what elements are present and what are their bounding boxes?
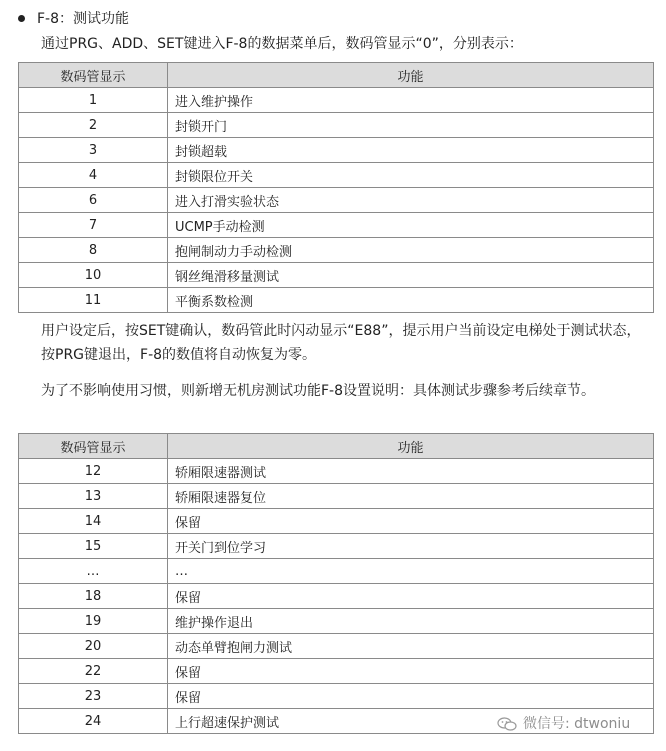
display-code-cell: 6 [19, 188, 168, 213]
display-code-cell: 24 [19, 709, 168, 734]
function-cell: 轿厢限速器测试 [168, 459, 654, 484]
display-code-cell: 18 [19, 584, 168, 609]
function-cell: 封锁超载 [168, 138, 654, 163]
table-row [19, 659, 654, 684]
function-table-2 [18, 433, 654, 734]
display-code-cell: 19 [19, 609, 168, 634]
display-code-cell: 8 [19, 238, 168, 263]
table-row [19, 88, 654, 113]
display-code-cell: 15 [19, 534, 168, 559]
header-display: 数码管显示 [19, 434, 168, 459]
table-row [19, 113, 654, 138]
info-paragraph: 为了不影响使用习惯，则新增无机房测试功能F-8设置说明：具体测试步骤参考后续章节。 [41, 383, 596, 399]
section-intro: 通过PRG、ADD、SET键进入F-8的数据菜单后，数码管显示“0”，分别表示： [41, 36, 523, 52]
display-code-cell: 13 [19, 484, 168, 509]
function-cell: UCMP手动检测 [168, 213, 654, 238]
function-cell: 动态单臂抱闸力测试 [168, 634, 654, 659]
display-code-cell: 10 [19, 263, 168, 288]
table-row [19, 559, 654, 584]
table-row [19, 238, 654, 263]
display-code-cell: 14 [19, 509, 168, 534]
table-row [19, 163, 654, 188]
function-cell: 轿厢限速器复位 [168, 484, 654, 509]
section-title: F-8：测试功能 [37, 11, 130, 27]
table-row [19, 634, 654, 659]
table-row [19, 188, 654, 213]
function-cell: 维护操作退出 [168, 609, 654, 634]
header-function: 功能 [168, 63, 654, 88]
table-row [19, 138, 654, 163]
function-cell: 保留 [168, 509, 654, 534]
table-row [19, 484, 654, 509]
function-cell: 钢丝绳滑移量测试 [168, 263, 654, 288]
table-row [19, 288, 654, 313]
display-code-cell: 1 [19, 88, 168, 113]
function-cell: 开关门到位学习 [168, 534, 654, 559]
function-cell: 保留 [168, 659, 654, 684]
function-cell: 保留 [168, 684, 654, 709]
function-cell: 抱闸制动力手动检测 [168, 238, 654, 263]
function-cell: 封锁开门 [168, 113, 654, 138]
table-row [19, 684, 654, 709]
function-table-1 [18, 62, 654, 313]
display-code-cell: 20 [19, 634, 168, 659]
table-row [19, 584, 654, 609]
display-code-cell: 7 [19, 213, 168, 238]
function-cell: 上行超速保护测试 [168, 709, 654, 734]
note-paragraph: 用户设定后，按SET键确认，数码管此时闪动显示“E88”，提示用户当前设定电梯处于测试状态，按PRG键退出，F-8的数值将自动恢复为零。 [41, 323, 641, 363]
function-cell: 进入打滑实验状态 [168, 188, 654, 213]
wechat-icon [497, 717, 517, 731]
table-header-row [19, 63, 654, 88]
table-row [19, 509, 654, 534]
function-cell: 封锁限位开关 [168, 163, 654, 188]
section-heading [18, 8, 129, 30]
display-code-cell: 11 [19, 288, 168, 313]
table-row [19, 459, 654, 484]
watermark [497, 713, 630, 735]
display-code-cell: 12 [19, 459, 168, 484]
function-cell: 进入维护操作 [168, 88, 654, 113]
table-row [19, 263, 654, 288]
display-code-cell: 4 [19, 163, 168, 188]
display-code-cell: 22 [19, 659, 168, 684]
table-row [19, 534, 654, 559]
display-code-cell: 23 [19, 684, 168, 709]
function-cell: 平衡系数检测 [168, 288, 654, 313]
function-cell: 保留 [168, 584, 654, 609]
function-cell: … [168, 559, 654, 584]
table-row [19, 213, 654, 238]
watermark-text: 微信号: dtwoniu [523, 716, 631, 732]
table-header-row [19, 434, 654, 459]
header-function: 功能 [168, 434, 654, 459]
bullet-icon [18, 15, 25, 22]
display-code-cell: … [19, 559, 168, 584]
table-row [19, 609, 654, 634]
display-code-cell: 3 [19, 138, 168, 163]
header-display: 数码管显示 [19, 63, 168, 88]
display-code-cell: 2 [19, 113, 168, 138]
